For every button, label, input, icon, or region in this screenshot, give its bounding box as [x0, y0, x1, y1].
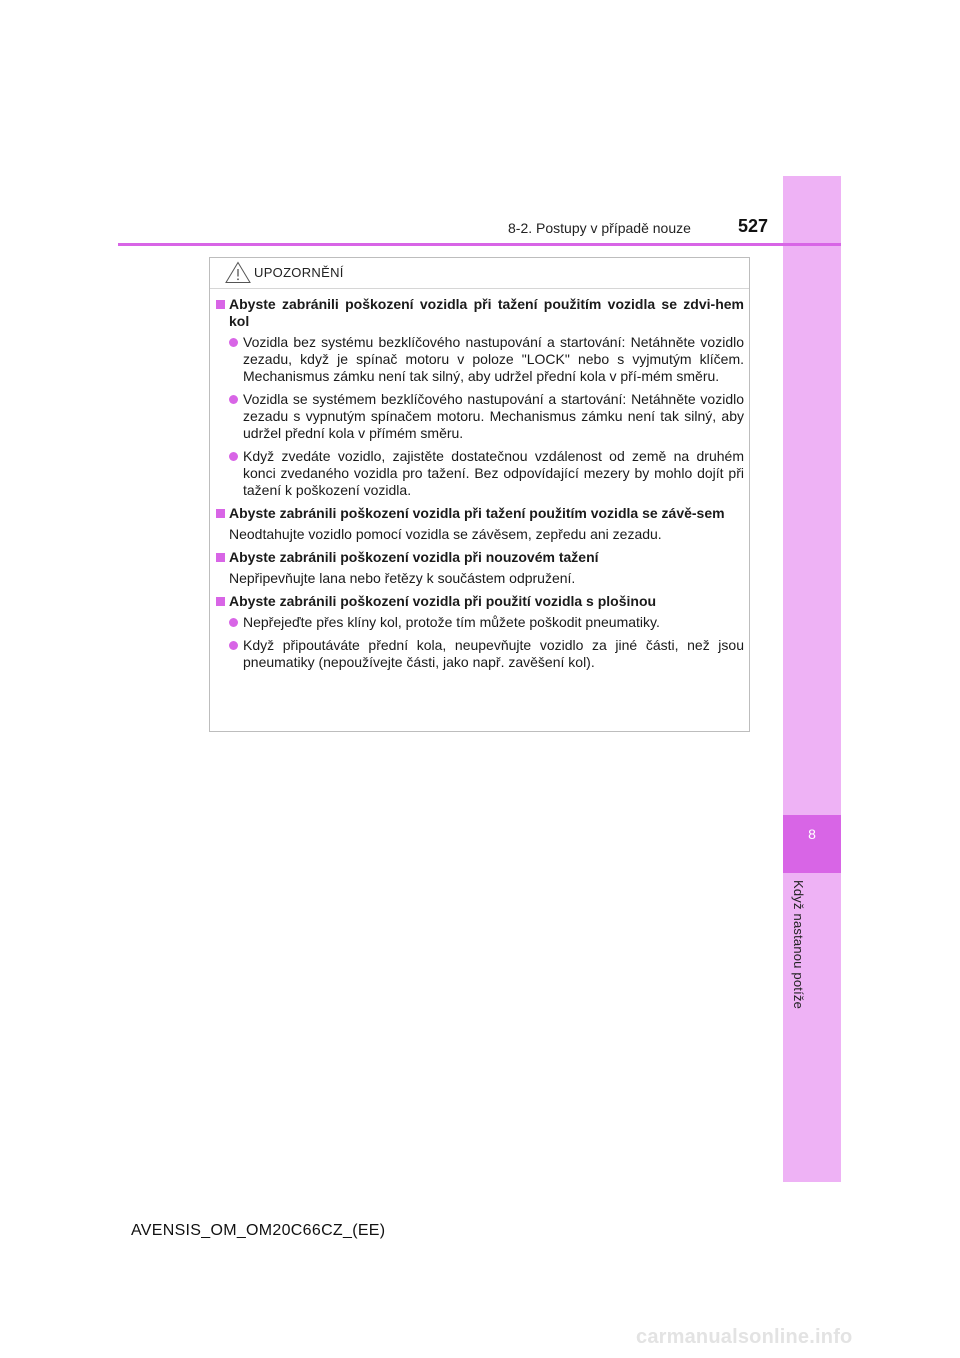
warning-box	[209, 257, 750, 732]
section-text: Neodtahujte vozidlo pomocí vozidla se závěsem, zepředu ani zezadu.	[229, 526, 662, 542]
list-item: Když připoutáváte přední kola, neupevňujte vozidlo za jiné části, než jsou pneumatiky (nepoužívejte části, jako např. zavěšení kol).	[216, 637, 744, 671]
dot-bullet-icon	[229, 618, 238, 627]
section-text: Nepřipevňujte lana nebo řetězy k součástem odpružení.	[229, 570, 576, 586]
page-number: 527	[738, 216, 769, 236]
section-heading: Abyste zabránili poškození vozidla při tažení použitím vozidla se závě-sem	[216, 505, 744, 522]
list-item: Když zvedáte vozidlo, zajistěte dostatečnou vzdálenost od země na druhém konci zvedaného vozidla pro tažení. Bez odpovídající mezery by mohlo dojít při tažení k poškození vozidla.	[216, 448, 744, 499]
square-bullet-icon	[216, 597, 225, 606]
warning-content	[216, 296, 744, 677]
dot-bullet-icon	[229, 452, 238, 461]
document-code: AVENSIS_OM_OM20C66CZ_(EE)	[131, 1222, 386, 1239]
chapter-title: Když nastanou potíže	[791, 880, 806, 1010]
header-rule	[118, 243, 841, 246]
list-item: Vozidla bez systému bezklíčového nastupování a startování: Netáhněte vozidlo zezadu, když je spínač motoru v poloze "LOCK" nebo s vyjmutým klíčem. Mechanismus zámku není tak silný, aby udržel přední kola v pří-mém směru.	[216, 334, 744, 385]
square-bullet-icon	[216, 553, 225, 562]
warning-triangle-icon	[225, 261, 251, 284]
chapter-number-block	[783, 815, 841, 873]
list-item: Nepřejeďte přes klíny kol, protože tím můžete poškodit pneumatiky.	[216, 614, 744, 631]
warning-title: UPOZORNĚNÍ	[254, 265, 344, 280]
dot-bullet-icon	[229, 395, 238, 404]
section-heading: Abyste zabránili poškození vozidla při použití vozidla s plošinou	[216, 593, 744, 610]
watermark: carmanualsonline.info	[636, 1326, 853, 1348]
list-item: Vozidla se systémem bezklíčového nastupování a startování: Netáhněte vozidlo zezadu s vypnutým spínačem motoru. Mechanismus zámku není tak silný, aby udržel přední kola v přímém směru.	[216, 391, 744, 442]
warning-header	[210, 258, 749, 289]
section-title: 8-2. Postupy v případě nouze	[508, 220, 691, 236]
chapter-number: 8	[808, 826, 816, 842]
section-heading: Abyste zabránili poškození vozidla při tažení použitím vozidla se zdvi-hem kol	[216, 296, 744, 330]
dot-bullet-icon	[229, 338, 238, 347]
section-heading: Abyste zabránili poškození vozidla při nouzovém tažení	[216, 549, 744, 566]
square-bullet-icon	[216, 300, 225, 309]
dot-bullet-icon	[229, 641, 238, 650]
square-bullet-icon	[216, 509, 225, 518]
